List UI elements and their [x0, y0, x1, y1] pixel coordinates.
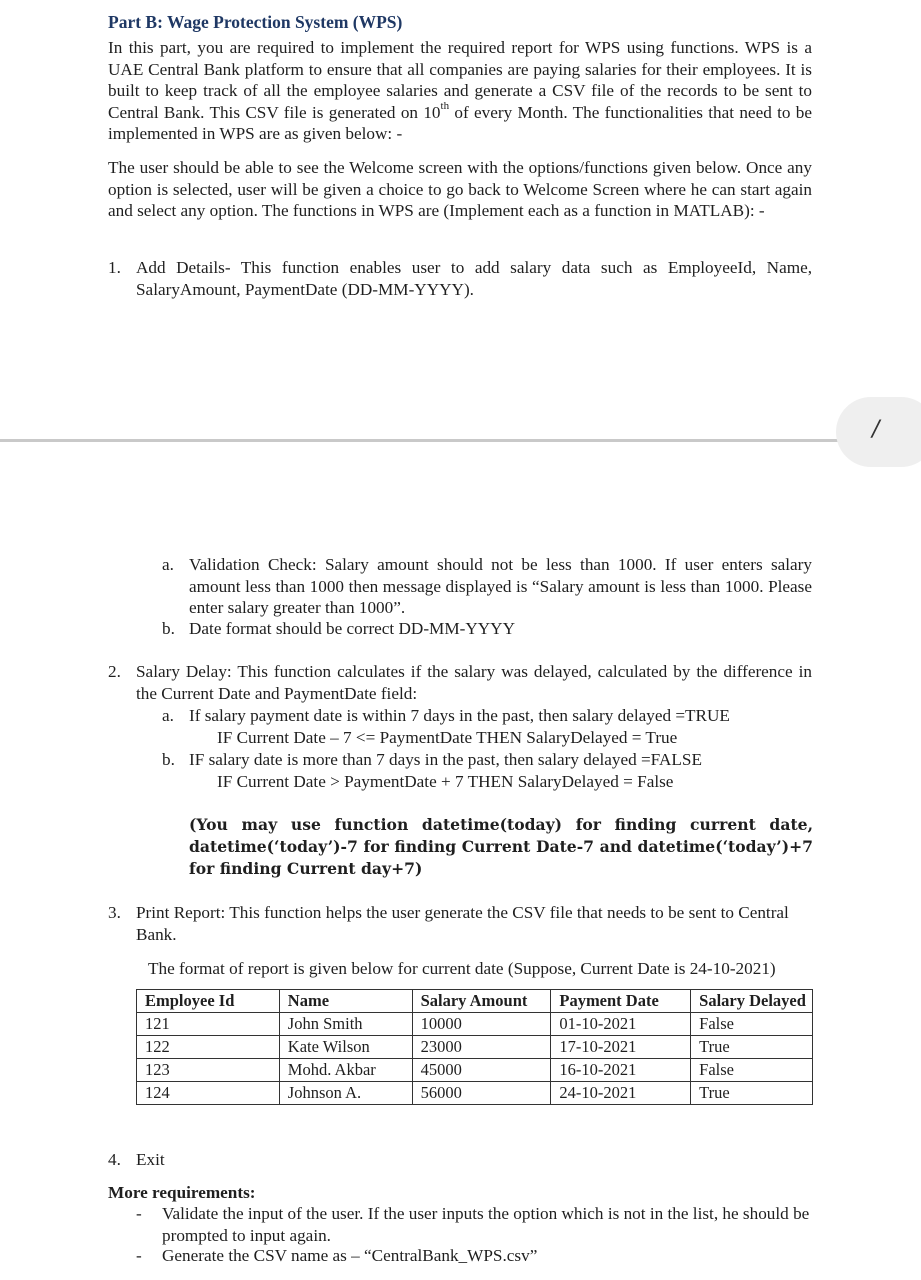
- item2-number: 2.: [108, 662, 121, 681]
- col-salary-delayed: Salary Delayed: [691, 990, 813, 1013]
- datetime-note: (You may use function datetime(today) for finding current date, datetime(‘today’)-7 for finding Current Date-7 and datetime(‘today’)+7 for finding Current day+7): [189, 815, 813, 878]
- item2-text: Salary Delay: This function calculates if the salary was delayed, calculated by the difference in the Current Date and PaymentDate field:: [136, 662, 812, 703]
- welcome-paragraph: The user should be able to see the Welcome screen with the options/functions given below. Once any option is selected, user will be given a choice to go back to Welcome Screen where he can start again and select any option. The functions in WPS are (Implement each as a function in MATLAB): -: [108, 158, 812, 220]
- item2-b-text: IF salary date is more than 7 days in the past, then salary delayed =FALSE: [189, 750, 702, 769]
- more-requirements-heading: More requirements:: [108, 1183, 256, 1202]
- col-payment-date: Payment Date: [551, 990, 691, 1013]
- cell: Kate Wilson: [279, 1036, 412, 1059]
- cell: True: [691, 1082, 813, 1105]
- item2-a-label: a.: [162, 706, 174, 725]
- cell: 10000: [412, 1013, 551, 1036]
- item4-number: 4.: [108, 1150, 121, 1169]
- cell: 01-10-2021: [551, 1013, 691, 1036]
- cell: 45000: [412, 1059, 551, 1082]
- col-employee-id: Employee Id: [137, 990, 280, 1013]
- cell: Johnson A.: [279, 1082, 412, 1105]
- item3-text: Print Report: This function helps the user generate the CSV file that needs to be sent to Central Bank.: [136, 903, 789, 944]
- cell: False: [691, 1013, 813, 1036]
- item2-b-rule: IF Current Date > PaymentDate + 7 THEN SalaryDelayed = False: [217, 772, 674, 791]
- item1-b-label: b.: [162, 619, 175, 638]
- item1-a-label: a.: [162, 555, 174, 574]
- cell: John Smith: [279, 1013, 412, 1036]
- ordinal-suffix: th: [440, 99, 450, 112]
- cell: 17-10-2021: [551, 1036, 691, 1059]
- cell: 24-10-2021: [551, 1082, 691, 1105]
- item2-a-text: If salary payment date is within 7 days in the past, then salary delayed =TRUE: [189, 706, 730, 725]
- cell: 123: [137, 1059, 280, 1082]
- table-row: [137, 1036, 813, 1059]
- item2-a-rule: IF Current Date – 7 <= PaymentDate THEN SalaryDelayed = True: [217, 728, 678, 747]
- table-header-row: [137, 990, 813, 1013]
- item1-a-text: Validation Check: Salary amount should not be less than 1000. If user enters salary amount less than 1000 then message displayed is “Salary amount is less than 1000. Please enter salary greater than 1000”.: [189, 555, 812, 617]
- cell: 23000: [412, 1036, 551, 1059]
- cell: 122: [137, 1036, 280, 1059]
- requirement-1: Validate the input of the user. If the user inputs the option which is not in the list, he should be prompted to input again.: [162, 1204, 810, 1245]
- cell: 124: [137, 1082, 280, 1105]
- item1-text: Add Details- This function enables user to add salary data such as EmployeeId, Name, SalaryAmount, PaymentDate (DD-MM-YYYY).: [136, 258, 812, 299]
- section-heading: Part B: Wage Protection System (WPS): [108, 12, 403, 32]
- item3-number: 3.: [108, 903, 121, 922]
- item1-b-text: Date format should be correct DD-MM-YYYY: [189, 619, 515, 638]
- report-format-line: The format of report is given below for current date (Suppose, Current Date is 24-10-2021): [148, 959, 776, 978]
- col-salary-amount: Salary Amount: [412, 990, 551, 1013]
- cell: 16-10-2021: [551, 1059, 691, 1082]
- cell: False: [691, 1059, 813, 1082]
- cursor-icon: /: [872, 417, 880, 442]
- table-row: [137, 1013, 813, 1036]
- item1-number: 1.: [108, 258, 121, 277]
- cell: 121: [137, 1013, 280, 1036]
- dash-bullet: -: [136, 1204, 142, 1223]
- page-divider: [0, 439, 870, 442]
- col-name: Name: [279, 990, 412, 1013]
- intro-paragraph: In this part, you are required to implement the required report for WPS using functions. WPS is a UAE Central Bank platform to ensure that all companies are paying salaries for their employees. It is built to keep track of all the employee salaries and generate a CSV file of the records to be sent to Central Bank. This CSV file is generated on 10th of every Month. The functionalities that need to be implemented in WPS are as given below: -: [108, 38, 812, 143]
- cell: Mohd. Akbar: [279, 1059, 412, 1082]
- report-table: [136, 989, 813, 1105]
- item4-text: Exit: [136, 1150, 165, 1169]
- cell: 56000: [412, 1082, 551, 1105]
- dash-bullet: -: [136, 1246, 142, 1265]
- requirement-2: Generate the CSV name as – “CentralBank_WPS.csv”: [162, 1246, 538, 1265]
- table-row: [137, 1082, 813, 1105]
- table-row: [137, 1059, 813, 1082]
- item2-b-label: b.: [162, 750, 175, 769]
- cell: True: [691, 1036, 813, 1059]
